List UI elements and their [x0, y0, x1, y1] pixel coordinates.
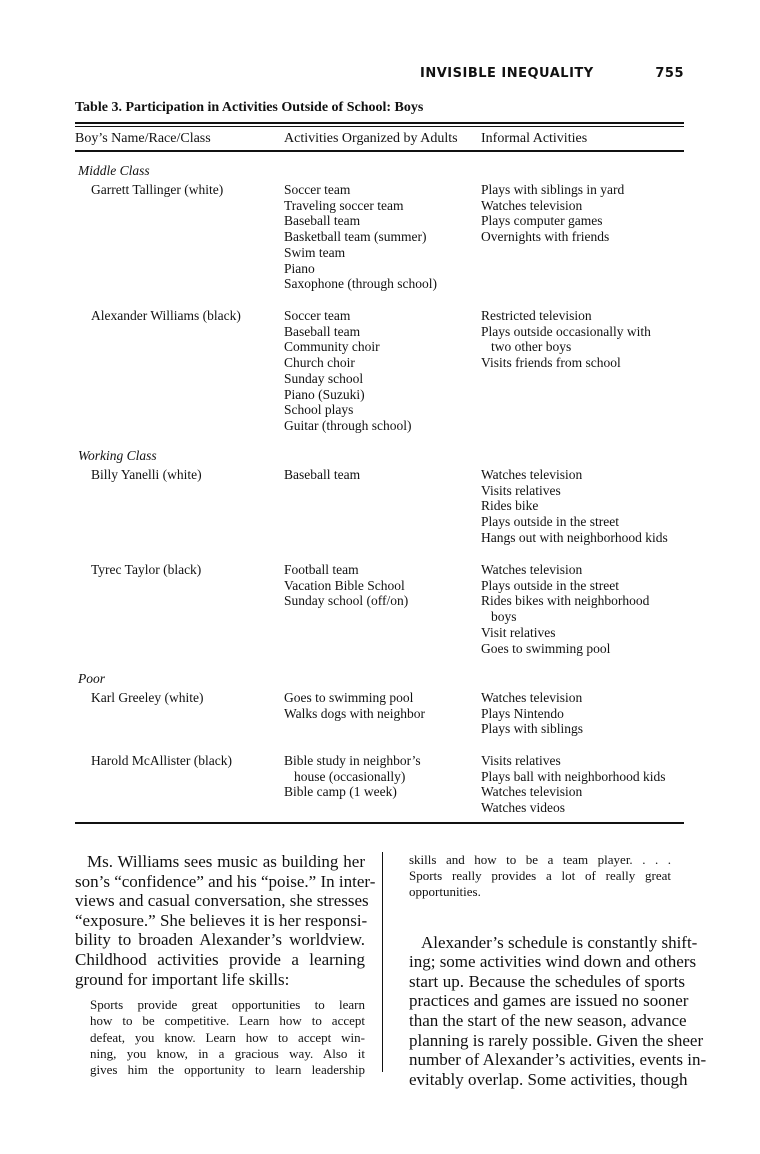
- activity-line: Plays ball with neighborhood kids: [481, 768, 666, 784]
- header-rule: [75, 150, 684, 152]
- activity-line: Plays computer games: [481, 213, 603, 229]
- activity-line: two other boys: [491, 339, 572, 355]
- activity-line: Vacation Bible School: [284, 577, 405, 593]
- activity-line: Guitar (through school): [284, 417, 412, 433]
- activity-line: Rides bikes with neighborhood: [481, 593, 650, 609]
- activity-line: Baseball team: [284, 467, 361, 482]
- table-top-rule: [75, 122, 684, 124]
- class-group-label: Middle Class: [78, 163, 150, 178]
- activity-line: Rides bike: [481, 498, 539, 514]
- informal-activities: [481, 562, 649, 656]
- activity-line: Traveling soccer team: [284, 197, 404, 213]
- activity-line: Soccer team: [284, 308, 351, 323]
- activity-line: Bible study in neighbor’s: [284, 753, 421, 768]
- text-line: Ms. Williams sees music as building her: [87, 852, 365, 871]
- header-name: Boy’s Name/Race/Class: [75, 131, 211, 146]
- text-line: how to be competitive. Learn how to accept: [90, 1013, 365, 1029]
- activity-line: Piano (Suzuki): [284, 386, 365, 402]
- activity-line: Watches videos: [481, 800, 566, 816]
- text-line: bility to broaden Alexander’s worldview.: [75, 930, 365, 950]
- activity-line: house (occasionally): [294, 768, 406, 784]
- header-adult-activities: Activities Organized by Adults: [284, 131, 458, 146]
- table-top-rule-2: [75, 126, 684, 127]
- text-line: ground for important life skills:: [75, 969, 290, 989]
- right-paragraph: [409, 932, 707, 1090]
- activity-line: Community choir: [284, 339, 380, 355]
- activity-line: Baseball team: [284, 323, 361, 339]
- informal-activities: [481, 308, 651, 371]
- adult-activities: [284, 182, 437, 292]
- boy-name: Tyrec Taylor (black): [91, 562, 202, 577]
- activity-line: Plays Nintendo: [481, 705, 564, 721]
- adult-activities: [284, 562, 408, 609]
- left-column: [75, 852, 376, 1078]
- activity-line: boys: [491, 609, 517, 625]
- boy-name: Harold McAllister (black): [91, 753, 232, 768]
- activity-line: Watches television: [481, 562, 583, 577]
- activity-line: Visit relatives: [481, 624, 556, 640]
- running-head: [420, 66, 684, 81]
- activity-line: Plays with siblings: [481, 721, 584, 737]
- informal-activities: [481, 467, 668, 546]
- text-line: ing; some activities wind down and others: [409, 952, 697, 972]
- adult-activities: [284, 467, 360, 483]
- text-line: gives him the opportunity to learn leadership: [90, 1061, 365, 1077]
- activity-line: Plays outside occasionally with: [481, 323, 651, 339]
- text-line: Alexander’s schedule is constantly shift-: [421, 932, 698, 952]
- informal-activities: [481, 690, 583, 737]
- activity-line: Overnights with friends: [481, 229, 610, 245]
- activity-line: Baseball team: [284, 213, 361, 229]
- text-line: son’s “confidence” and his “poise.” In inter-: [75, 871, 376, 891]
- activity-line: Visits friends from school: [481, 355, 621, 371]
- table-bottom-rule: [75, 822, 684, 824]
- block-quote-start: [75, 997, 365, 1078]
- activity-line: Bible camp (1 week): [284, 784, 397, 800]
- activity-line: Basketball team (summer): [284, 229, 427, 245]
- activity-line: Plays outside in the street: [481, 577, 619, 593]
- text-line: Childhood activities provide a learning: [75, 949, 365, 969]
- activity-line: Watches television: [481, 467, 583, 482]
- activity-line: Goes to swimming pool: [481, 640, 611, 656]
- informal-activities: [481, 753, 666, 816]
- text-line: defeat, you know. Learn how to accept win-: [90, 1029, 365, 1045]
- activity-line: Church choir: [284, 355, 355, 371]
- text-line: Sports really provides a lot of really great: [409, 868, 671, 884]
- activity-line: Restricted television: [481, 308, 592, 323]
- text-line: planning is rarely possible. Given the sheer: [409, 1030, 704, 1050]
- text-line: ning, you know, in a gracious way. Also it: [90, 1045, 365, 1061]
- adult-activities: [284, 308, 411, 434]
- activity-line: Plays outside in the street: [481, 514, 619, 530]
- table-title: Table 3. Participation in Activities Outside of School: Boys: [75, 100, 424, 115]
- boy-name: Billy Yanelli (white): [91, 467, 202, 482]
- class-group-label: Working Class: [78, 448, 157, 463]
- column-divider: [382, 852, 383, 1072]
- activity-line: Walks dogs with neighbor: [284, 705, 426, 721]
- activity-line: Soccer team: [284, 182, 351, 197]
- text-line: opportunities.: [409, 884, 481, 900]
- text-line: start up. Because the schedules of sports: [409, 971, 685, 991]
- activity-line: Watches television: [481, 690, 583, 705]
- activity-line: Watches television: [481, 784, 583, 800]
- right-column: [409, 852, 707, 1089]
- boy-name: Garrett Tallinger (white): [91, 182, 224, 197]
- activity-line: Goes to swimming pool: [284, 690, 414, 705]
- activity-line: Watches television: [481, 197, 583, 213]
- text-line: “exposure.” She believes it is her responsi-: [75, 910, 368, 930]
- activity-line: Visits relatives: [481, 482, 561, 498]
- adult-activities: [284, 690, 425, 721]
- text-line: views and casual conversation, she stresses: [75, 891, 369, 911]
- running-head-title: INVISIBLE INEQUALITY: [420, 66, 594, 81]
- activity-line: Visits relatives: [481, 753, 561, 768]
- text-line: than the start of the new season, advance: [409, 1010, 687, 1030]
- page-number: 755: [655, 66, 684, 81]
- activity-line: Sunday school (off/on): [284, 593, 409, 609]
- header-informal-activities: Informal Activities: [481, 131, 588, 146]
- activity-line: Hangs out with neighborhood kids: [481, 529, 668, 545]
- block-quote-end: [409, 852, 671, 901]
- adult-activities: [284, 753, 421, 800]
- activity-line: School plays: [284, 402, 354, 418]
- text-line: evitably overlap. Some activities, though: [409, 1069, 688, 1089]
- activity-line: Football team: [284, 562, 359, 577]
- text-line: practices and games are issued no sooner: [409, 991, 689, 1011]
- activity-line: Swim team: [284, 244, 346, 260]
- text-line: number of Alexander’s activities, events in-: [409, 1050, 707, 1070]
- boy-name: Karl Greeley (white): [91, 690, 204, 705]
- text-line: Sports provide great opportunities to learn: [90, 997, 365, 1013]
- class-group-label: Poor: [78, 671, 105, 686]
- activity-line: Piano: [284, 260, 315, 276]
- activity-line: Sunday school: [284, 370, 364, 386]
- activity-line: Plays with siblings in yard: [481, 182, 625, 197]
- boy-name: Alexander Williams (black): [91, 308, 241, 323]
- left-paragraph: [75, 852, 376, 989]
- informal-activities: [481, 182, 624, 245]
- text-line: skills and how to be a team player. . . .: [409, 852, 671, 867]
- activity-line: Saxophone (through school): [284, 276, 437, 292]
